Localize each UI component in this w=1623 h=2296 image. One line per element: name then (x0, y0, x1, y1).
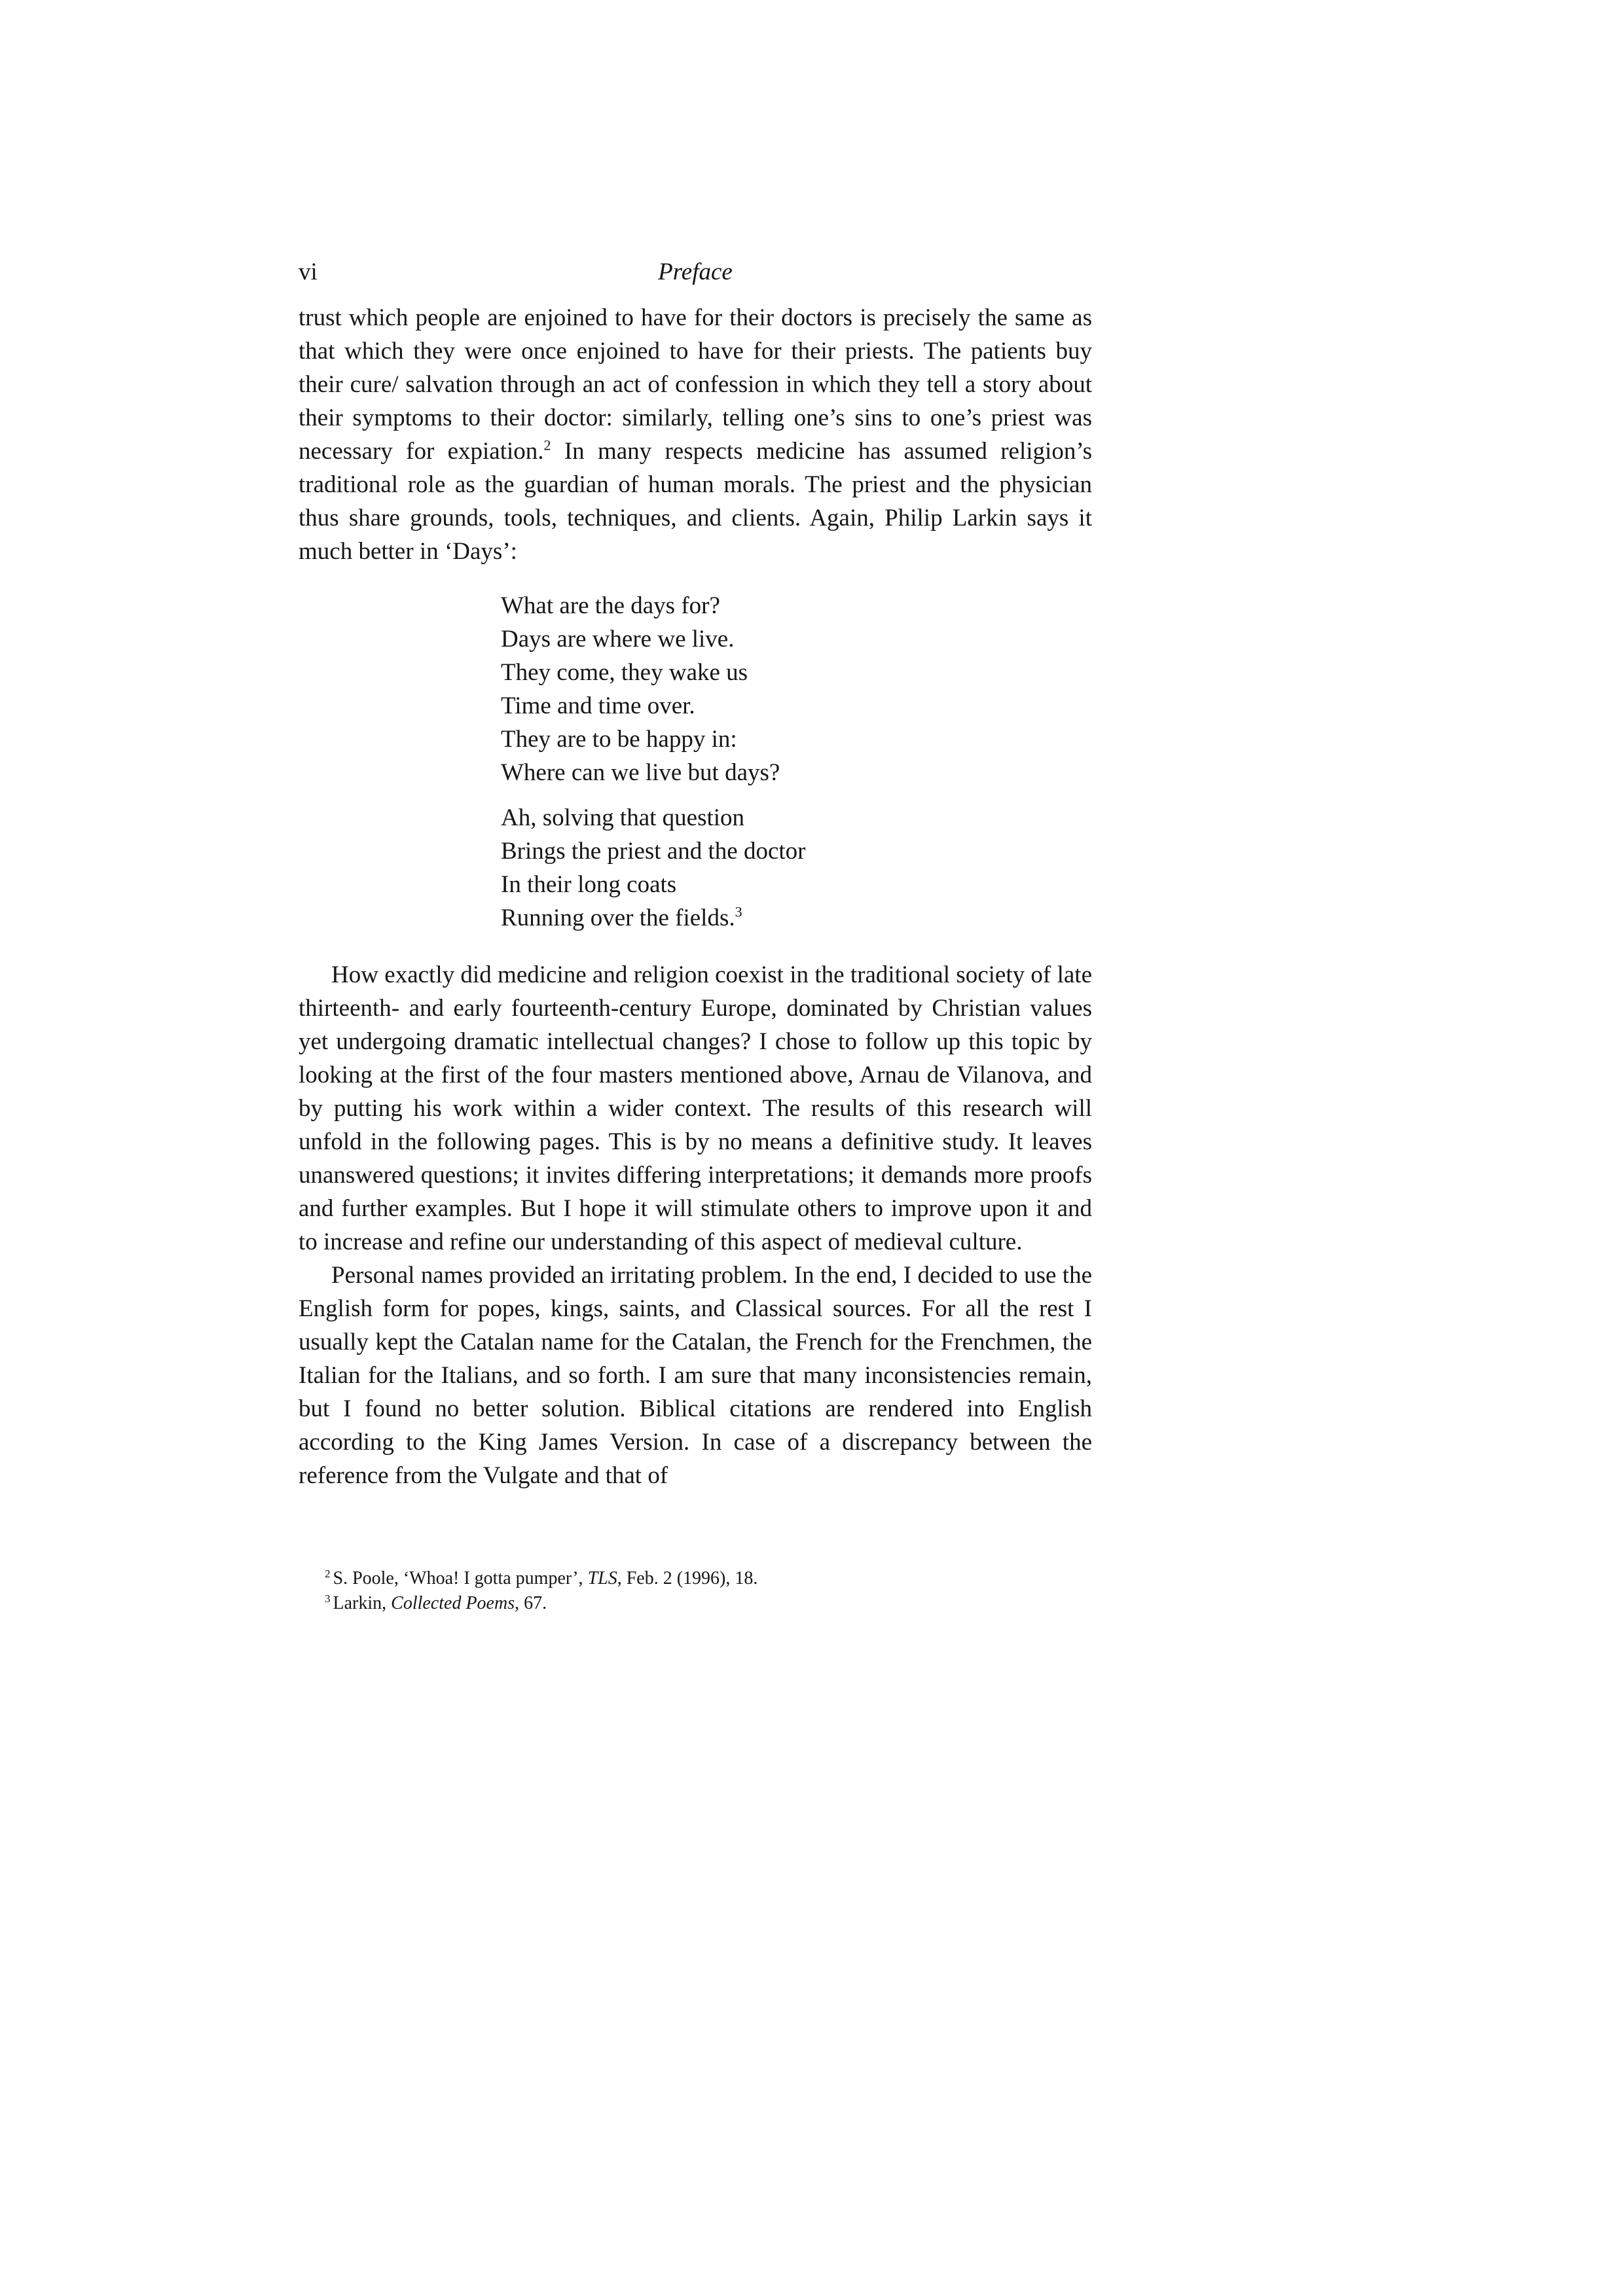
footnote-text-end: , Feb. 2 (1996), 18. (617, 1568, 758, 1588)
paragraph-1 (299, 301, 1092, 568)
poem-line-last (501, 901, 1092, 935)
running-head-title: Preface (658, 259, 733, 285)
footnote-2 (325, 1566, 1092, 1591)
footnote-italic: Collected Poems (391, 1593, 515, 1613)
footnotes (299, 1566, 1092, 1616)
poem-stanza-2 (501, 801, 1092, 935)
running-head (299, 253, 1092, 292)
footnote-text: S. Poole, ‘Whoa! I gotta pumper’, (333, 1568, 588, 1588)
poem-line: What are the days for? (501, 592, 720, 619)
footnote-3 (325, 1591, 1092, 1616)
footnote-italic: TLS (587, 1568, 617, 1588)
poem-line: They come, they wake us (501, 659, 748, 686)
footnote-text: Larkin, (333, 1593, 392, 1613)
footnote-number: 2 (325, 1567, 331, 1580)
paragraph-1-continuation: In many respects medicine has assumed religion’s traditional role as the guardian of human morals. The priest and the physician thus share grounds, tools, techniques, and clients. Again, Philip Larkin says it much better in ‘Days’: (299, 438, 1092, 565)
poem-stanza-1 (501, 589, 1092, 789)
poem-line: Ah, solving that question (501, 804, 745, 831)
footnote-number: 3 (325, 1592, 331, 1605)
poem-line: Brings the priest and the doctor (501, 838, 806, 865)
poem-line: Time and time over. (501, 692, 695, 719)
note-ref-3: 3 (735, 903, 742, 920)
poem-line-text: Running over the fields. (501, 905, 735, 931)
poem-days (501, 589, 1092, 935)
poem-line: In their long coats (501, 871, 677, 898)
paragraph-1-text: trust which people are enjoined to have for their doctors is precisely the same as that which they were once enjoined to have for their priests. The patients buy their cure/ salvation through an act of confession in which they tell a story about their symptoms to their doctor: similarly, telling one’s sins to one’s priest was necessary for expiation. (299, 304, 1092, 465)
body-text (299, 301, 1092, 1492)
footnote-text-end: , 67. (515, 1593, 547, 1613)
poem-line: Where can we live but days? (501, 759, 780, 786)
paragraph-3: Personal names provided an irritating problem. In the end, I decided to use the English form for popes, kings, saints, and Classical sources. For all the rest I usually kept the Catalan name for the Catalan, the French for the Frenchmen, the Italian for the Italians, and so forth. I am sure that many inconsistencies remain, but I found no better solution. Biblical citations are rendered into English according to the King James Version. In case of a discrepancy between the reference from the Vulgate and that of (299, 1262, 1092, 1489)
poem-line: Days are where we live. (501, 626, 735, 653)
page-number: vi (299, 259, 318, 285)
poem-line: They are to be happy in: (501, 726, 737, 753)
paragraph-2: How exactly did medicine and religion coexist in the traditional society of late thirteenth- and early fourteenth-century Europe, dominated by Christian values yet undergoing dramatic intellectual changes? I chose to follow up this topic by looking at the first of the four masters mentioned above, Arnau de Vilanova, and by putting his work within a wider context. The results of this research will unfold in the following pages. This is by no means a definitive study. It leaves unanswered questions; it invites differing interpretations; it demands more proofs and further examples. But I hope it will stimulate others to improve upon it and to increase and refine our understanding of this aspect of medieval culture. (299, 961, 1092, 1255)
note-ref-2: 2 (543, 437, 551, 454)
